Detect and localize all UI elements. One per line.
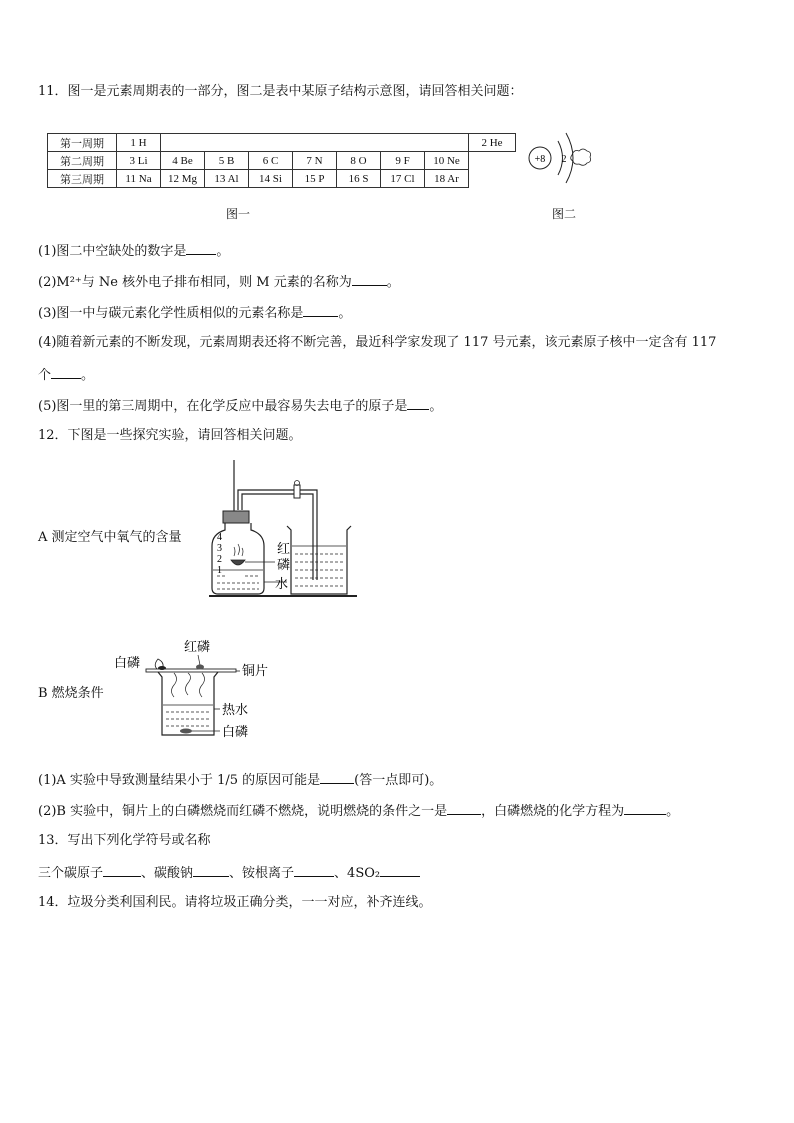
periodic-table <box>47 133 516 188</box>
red-phosphorus-label-2: 磷 <box>277 558 291 573</box>
copper-sheet-label: 铜片 <box>242 664 269 679</box>
exp-b-label: B 燃烧条件 <box>38 686 104 701</box>
period-2-row <box>48 152 516 170</box>
q13-item-4: 、4SO₂ <box>334 866 381 881</box>
q11-sub1 <box>38 242 229 260</box>
period-label: 第一周期 <box>48 134 117 152</box>
answer-blank[interactable] <box>320 771 354 784</box>
q13-item-2: 、碳酸钠 <box>141 866 194 881</box>
scale-mark-4: 4 <box>217 532 222 543</box>
q11-sub3-text: (3)图一中与碳元素化学性质相似的元素名称是 <box>38 306 304 321</box>
element-cell: 15 P <box>293 170 337 188</box>
q13-intro: 13．写出下列化学符号或名称 <box>38 833 211 848</box>
element-cell: 12 Mg <box>161 170 205 188</box>
answer-blank[interactable] <box>380 864 420 877</box>
scale-mark-3: 3 <box>217 543 222 554</box>
q11-sub1-end: 。 <box>216 244 230 259</box>
period-label: 第二周期 <box>48 152 117 170</box>
element-cell: 11 Na <box>117 170 161 188</box>
period-3-row <box>48 170 516 188</box>
element-cell: 8 O <box>337 152 381 170</box>
element-cell: 5 B <box>205 152 249 170</box>
element-cell: 13 Al <box>205 170 249 188</box>
period-1-row <box>48 134 516 152</box>
answer-blank[interactable] <box>103 864 141 877</box>
red-phosphorus-label: 红磷 <box>184 640 211 655</box>
q13-item-3: 、铵根离子 <box>229 866 295 881</box>
blank-smudge-icon <box>571 149 591 165</box>
electron-shell-2 <box>566 133 573 183</box>
answer-blank[interactable] <box>447 802 481 815</box>
q11-sub4-cont <box>38 366 94 384</box>
q14-intro: 14．垃圾分类利国利民。请将垃圾正确分类，一一对应，补齐连线。 <box>38 895 432 910</box>
element-cell: 10 Ne <box>425 152 469 170</box>
answer-blank[interactable] <box>186 242 216 255</box>
element-cell: 9 F <box>381 152 425 170</box>
q11-sub4-end: 。 <box>81 368 95 383</box>
element-cell: 1 H <box>117 134 161 152</box>
element-cell: 18 Ar <box>425 170 469 188</box>
q12-sub1-text: (1)A 实验中导致测量结果小于 1/5 的原因可能是 <box>38 773 321 788</box>
q11-sub3 <box>38 304 351 322</box>
nucleus-charge: +8 <box>534 154 546 165</box>
q11-sub2 <box>38 273 400 291</box>
white-phosphorus-top-label: 白磷 <box>114 656 141 671</box>
q13-items <box>38 864 420 882</box>
empty-cell <box>161 134 469 152</box>
element-cell: 17 Cl <box>381 170 425 188</box>
q12-sub2-mid: ，白磷燃烧的化学方程为 <box>481 804 625 819</box>
red-phosphorus-label-1: 红 <box>277 542 291 557</box>
period-label: 第三周期 <box>48 170 117 188</box>
answer-blank[interactable] <box>294 864 334 877</box>
exp-b-apparatus <box>110 635 280 747</box>
q12-sub2-text: (2)B 实验中，铜片上的白磷燃烧而红磷不燃烧，说明燃烧的条件之一是 <box>38 804 448 819</box>
water-label: 水 <box>275 577 289 592</box>
answer-blank[interactable] <box>624 802 666 815</box>
exp-a-label: A 测定空气中氧气的含量 <box>38 530 182 545</box>
answer-blank[interactable] <box>352 273 387 286</box>
q11-sub1-text: (1)图二中空缺处的数字是 <box>38 244 187 259</box>
q11-sub5 <box>38 397 442 415</box>
q11-sub5-text: (5)图一里的第三周期中，在化学反应中最容易失去电子的原子是 <box>38 399 408 414</box>
answer-blank[interactable] <box>51 366 81 379</box>
q11-sub2-text: (2)M²⁺与 Ne 核外电子排布相同，则 M 元素的名称为 <box>38 275 352 290</box>
hot-water-label: 热水 <box>222 703 249 718</box>
q12-sub1 <box>38 771 442 789</box>
element-cell: 3 Li <box>117 152 161 170</box>
q13-item-1: 三个碳原子 <box>38 866 104 881</box>
q11-sub4-text: (4)随着新元素的不断发现，元素周期表还将不断完善，最近科学家发现了 117 号元素，该元素原子核中一定含有 117 <box>38 335 717 350</box>
atom-structure-diagram <box>525 125 595 195</box>
q11-sub3-end: 。 <box>338 306 352 321</box>
answer-blank[interactable] <box>303 304 338 317</box>
q12-sub2-end: 。 <box>666 804 680 819</box>
element-cell: 6 C <box>249 152 293 170</box>
q12-intro: 12．下图是一些探究实验，请回答相关问题。 <box>38 428 302 443</box>
fig2-caption: 图二 <box>552 207 577 221</box>
element-cell: 16 S <box>337 170 381 188</box>
element-cell: 4 Be <box>161 152 205 170</box>
scale-mark-1: 1 <box>217 565 222 576</box>
fig1-caption: 图一 <box>226 207 251 221</box>
q11-sub4-cont-text: 个 <box>38 368 52 383</box>
element-cell: 14 Si <box>249 170 293 188</box>
scale-mark-2: 2 <box>217 554 222 565</box>
element-cell: 2 He <box>469 134 516 152</box>
exp-a-apparatus <box>205 458 365 600</box>
answer-blank[interactable] <box>407 397 429 410</box>
q11-sub2-end: 。 <box>386 275 400 290</box>
q12-sub2 <box>38 802 679 820</box>
q11-intro: 11．图一是元素周期表的一部分，图二是表中某原子结构示意图，请回答相关问题： <box>38 84 523 99</box>
q11-sub5-end: 。 <box>429 399 443 414</box>
element-cell: 7 N <box>293 152 337 170</box>
q11-sub4 <box>38 335 716 351</box>
white-phosphorus-bottom-label: 白磷 <box>222 725 249 740</box>
answer-blank[interactable] <box>193 864 229 877</box>
q12-sub1-end: (答一点即可)。 <box>354 773 443 788</box>
shell-1-electrons: 2 <box>561 154 567 165</box>
